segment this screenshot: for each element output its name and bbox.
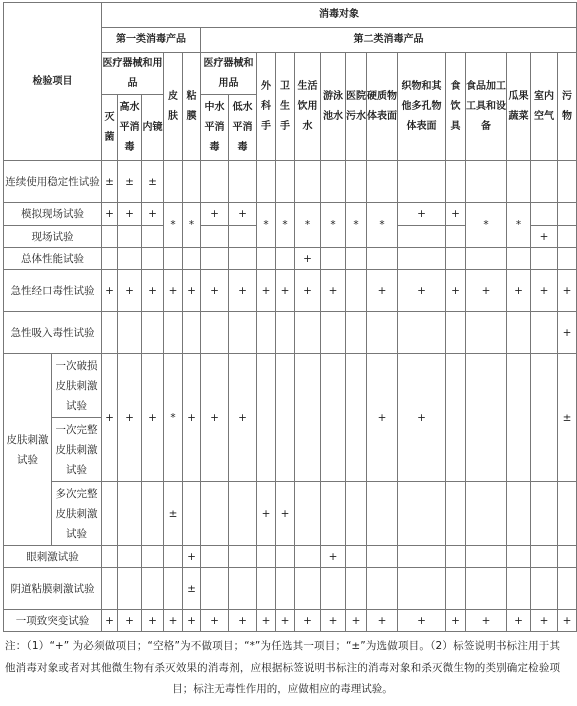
cell <box>531 546 558 568</box>
cell <box>257 312 276 354</box>
cell <box>276 568 295 610</box>
cell <box>201 312 229 354</box>
cell: + <box>466 610 507 632</box>
header-textile: 织物和其他多孔物体表面 <box>398 53 446 161</box>
cell <box>558 482 577 546</box>
cell <box>142 248 164 270</box>
cell <box>466 568 507 610</box>
cell <box>531 312 558 354</box>
cell: ± <box>164 482 183 546</box>
cell: + <box>102 610 118 632</box>
cell <box>466 482 507 546</box>
cell: + <box>229 270 257 312</box>
cell <box>531 161 558 203</box>
cell <box>531 248 558 270</box>
cell: + <box>446 610 466 632</box>
header-mid: 中水平消毒 <box>201 95 229 161</box>
cell <box>201 226 229 248</box>
star-cell: * <box>276 203 295 248</box>
cell <box>346 354 367 482</box>
table-note: 注：（1）“+” 为必须做项目；“空格”为不做项目；“*”为任选其一项目；“±”为选做项目。（2）标签说明书标注用于其他消毒对象或者对其他微生物有杀灭效果的消毒剂，应根据标签说明书标注的消毒对象和杀灭微生物的类别确定检验项目；标注无毒性作用的，应做相应的毒理试验。 <box>5 640 560 695</box>
cell <box>183 482 201 546</box>
cell: + <box>229 354 257 482</box>
cell <box>164 161 183 203</box>
cell <box>164 568 183 610</box>
cell: + <box>507 610 531 632</box>
cell <box>466 161 507 203</box>
header-water: 生活饮用水 <box>295 53 321 161</box>
row-label: 现场试验 <box>4 226 102 248</box>
cell <box>531 482 558 546</box>
cell <box>164 312 183 354</box>
header-surgical-hand: 外科手 <box>257 53 276 161</box>
cell: + <box>118 203 142 226</box>
cell <box>295 312 321 354</box>
cell <box>321 312 346 354</box>
cell <box>183 312 201 354</box>
cell <box>507 482 531 546</box>
cell: + <box>164 610 183 632</box>
cell <box>102 546 118 568</box>
header-c1-medical: 医疗器械和用品 <box>102 53 164 95</box>
cell: + <box>102 270 118 312</box>
cell <box>142 226 164 248</box>
cell: + <box>446 270 466 312</box>
cell <box>346 568 367 610</box>
cell <box>531 354 558 482</box>
header-hospital-sewage: 医院污水 <box>346 53 367 161</box>
cell <box>321 161 346 203</box>
star-cell: * <box>346 203 367 248</box>
cell <box>346 312 367 354</box>
cell <box>276 546 295 568</box>
cell: + <box>257 482 276 546</box>
cell <box>118 226 142 248</box>
cell: + <box>183 610 201 632</box>
cell <box>558 546 577 568</box>
cell: + <box>321 546 346 568</box>
cell: + <box>295 248 321 270</box>
header-hard-surface: 硬质物体表面 <box>367 53 398 161</box>
cell: + <box>229 203 257 226</box>
cell <box>321 248 346 270</box>
cell <box>118 482 142 546</box>
cell: + <box>531 226 558 248</box>
header-air: 室内空气 <box>531 53 558 161</box>
row-label: 阴道粘膜刺激试验 <box>4 568 102 610</box>
cell <box>446 161 466 203</box>
cell: + <box>276 270 295 312</box>
cell <box>201 248 229 270</box>
cell <box>446 568 466 610</box>
cell <box>398 568 446 610</box>
cell: + <box>118 270 142 312</box>
cell <box>164 248 183 270</box>
cell: ± <box>118 161 142 203</box>
header-tableware: 食饮具 <box>446 53 466 161</box>
cell: + <box>507 270 531 312</box>
cell <box>367 161 398 203</box>
cell <box>257 568 276 610</box>
cell: ± <box>142 161 164 203</box>
row-label: 眼刺激试验 <box>4 546 102 568</box>
star-cell: * <box>183 203 201 248</box>
header-sterile: 灭菌 <box>102 95 118 161</box>
cell <box>446 226 466 248</box>
header-pool: 游泳池水 <box>321 53 346 161</box>
cell <box>118 248 142 270</box>
cell <box>229 312 257 354</box>
cell: + <box>118 354 142 482</box>
cell <box>183 248 201 270</box>
cell: + <box>398 203 446 226</box>
cell: ± <box>183 568 201 610</box>
cell <box>257 161 276 203</box>
cell <box>142 312 164 354</box>
cell <box>558 161 577 203</box>
cell <box>102 568 118 610</box>
cell <box>507 546 531 568</box>
cell <box>295 161 321 203</box>
cell <box>201 482 229 546</box>
cell <box>558 248 577 270</box>
cell: + <box>201 270 229 312</box>
star-cell: * <box>164 203 183 248</box>
cell: + <box>398 610 446 632</box>
header-skin: 皮肤 <box>164 53 183 161</box>
cell <box>398 226 446 248</box>
header-waste: 污物 <box>558 53 577 161</box>
cell <box>276 312 295 354</box>
cell: + <box>558 270 577 312</box>
cell: + <box>276 482 295 546</box>
cell <box>229 482 257 546</box>
row-label: 模拟现场试验 <box>4 203 102 226</box>
cell <box>558 226 577 248</box>
header-food-tools: 食品加工工具和设备 <box>466 53 507 161</box>
cell <box>346 161 367 203</box>
cell <box>507 312 531 354</box>
cell <box>367 568 398 610</box>
cell <box>507 248 531 270</box>
cell <box>295 546 321 568</box>
cell: + <box>531 610 558 632</box>
cell <box>321 568 346 610</box>
cell: + <box>367 354 398 482</box>
cell: + <box>398 354 446 482</box>
header-target: 消毒对象 <box>102 3 577 28</box>
cell <box>257 354 276 482</box>
header-class2: 第二类消毒产品 <box>201 28 577 53</box>
cell <box>102 312 118 354</box>
cell <box>446 354 466 482</box>
cell <box>346 248 367 270</box>
cell <box>118 312 142 354</box>
cell: + <box>142 354 164 482</box>
star-cell: * <box>164 354 183 482</box>
cell <box>398 248 446 270</box>
cell <box>446 312 466 354</box>
cell: + <box>142 610 164 632</box>
cell: + <box>102 354 118 482</box>
cell <box>446 248 466 270</box>
cell <box>367 312 398 354</box>
cell: + <box>142 270 164 312</box>
cell: + <box>346 610 367 632</box>
row-label: 一项致突变试验 <box>4 610 102 632</box>
cell <box>507 568 531 610</box>
header-item: 检验项目 <box>4 3 102 161</box>
cell <box>367 546 398 568</box>
cell <box>295 568 321 610</box>
cell <box>142 546 164 568</box>
header-scope: 内镜 <box>142 95 164 161</box>
cell: ± <box>102 161 118 203</box>
cell <box>531 203 558 226</box>
sub-row-label: 多次完整皮肤刺激试验 <box>52 482 102 546</box>
cell <box>466 354 507 482</box>
cell <box>321 482 346 546</box>
cell <box>276 161 295 203</box>
cell: + <box>295 270 321 312</box>
cell: + <box>201 610 229 632</box>
cell <box>367 248 398 270</box>
cell <box>118 568 142 610</box>
row-label: 总体性能试验 <box>4 248 102 270</box>
cell <box>229 546 257 568</box>
cell <box>321 354 346 482</box>
star-cell: * <box>367 203 398 248</box>
cell <box>229 568 257 610</box>
cell: + <box>183 546 201 568</box>
cell: + <box>321 610 346 632</box>
cell <box>558 203 577 226</box>
row-label: 急性吸入毒性试验 <box>4 312 102 354</box>
cell <box>276 354 295 482</box>
cell: + <box>276 610 295 632</box>
cell <box>346 546 367 568</box>
skin-irritation-group-label: 皮肤刺激试验 <box>4 354 52 546</box>
cell <box>507 354 531 482</box>
cell <box>398 482 446 546</box>
cell: + <box>142 203 164 226</box>
cell <box>466 312 507 354</box>
cell: + <box>102 203 118 226</box>
cell <box>142 482 164 546</box>
cell <box>558 568 577 610</box>
cell: + <box>183 354 201 482</box>
cell <box>346 482 367 546</box>
star-cell: * <box>295 203 321 248</box>
row-label: 急性经口毒性试验 <box>4 270 102 312</box>
cell <box>164 546 183 568</box>
cell <box>531 568 558 610</box>
cell <box>183 161 201 203</box>
cell: + <box>531 270 558 312</box>
cell <box>466 546 507 568</box>
header-low: 低水平消毒 <box>229 95 257 161</box>
cell <box>346 270 367 312</box>
cell: + <box>466 270 507 312</box>
row-label: 连续使用稳定性试验 <box>4 161 102 203</box>
inspection-items-table <box>3 2 577 632</box>
header-mucosa: 粘膜 <box>183 53 201 161</box>
cell <box>276 248 295 270</box>
star-cell: * <box>466 203 507 248</box>
cell <box>257 248 276 270</box>
cell: + <box>257 610 276 632</box>
cell <box>201 161 229 203</box>
cell <box>367 482 398 546</box>
cell <box>446 482 466 546</box>
cell: + <box>164 270 183 312</box>
cell <box>229 226 257 248</box>
cell <box>201 546 229 568</box>
cell <box>102 226 118 248</box>
cell: + <box>367 610 398 632</box>
cell <box>398 546 446 568</box>
star-cell: * <box>257 203 276 248</box>
header-health-hand: 卫生手 <box>276 53 295 161</box>
cell: + <box>118 610 142 632</box>
cell <box>102 482 118 546</box>
header-high: 高水平消毒 <box>118 95 142 161</box>
cell: + <box>295 610 321 632</box>
cell <box>142 568 164 610</box>
cell <box>118 546 142 568</box>
cell <box>398 312 446 354</box>
header-class1: 第一类消毒产品 <box>102 28 201 53</box>
cell: + <box>321 270 346 312</box>
cell <box>295 482 321 546</box>
cell <box>446 546 466 568</box>
cell: + <box>229 610 257 632</box>
cell: + <box>183 270 201 312</box>
sub-row-label: 一次破损皮肤刺激试验 <box>52 354 102 418</box>
cell: + <box>367 270 398 312</box>
header-fruit: 瓜果蔬菜 <box>507 53 531 161</box>
cell <box>229 161 257 203</box>
cell: + <box>558 610 577 632</box>
star-cell: * <box>321 203 346 248</box>
cell <box>466 248 507 270</box>
cell: ± <box>558 354 577 482</box>
cell: + <box>201 354 229 482</box>
sub-row-label: 一次完整皮肤刺激试验 <box>52 418 102 482</box>
cell <box>295 354 321 482</box>
cell <box>257 546 276 568</box>
cell: + <box>201 203 229 226</box>
cell <box>229 248 257 270</box>
cell <box>507 161 531 203</box>
cell: + <box>398 270 446 312</box>
header-c2-medical: 医疗器械和用品 <box>201 53 257 95</box>
cell: + <box>558 312 577 354</box>
cell: + <box>446 203 466 226</box>
star-cell: * <box>507 203 531 248</box>
cell: + <box>257 270 276 312</box>
cell <box>102 248 118 270</box>
cell <box>201 568 229 610</box>
cell <box>398 161 446 203</box>
